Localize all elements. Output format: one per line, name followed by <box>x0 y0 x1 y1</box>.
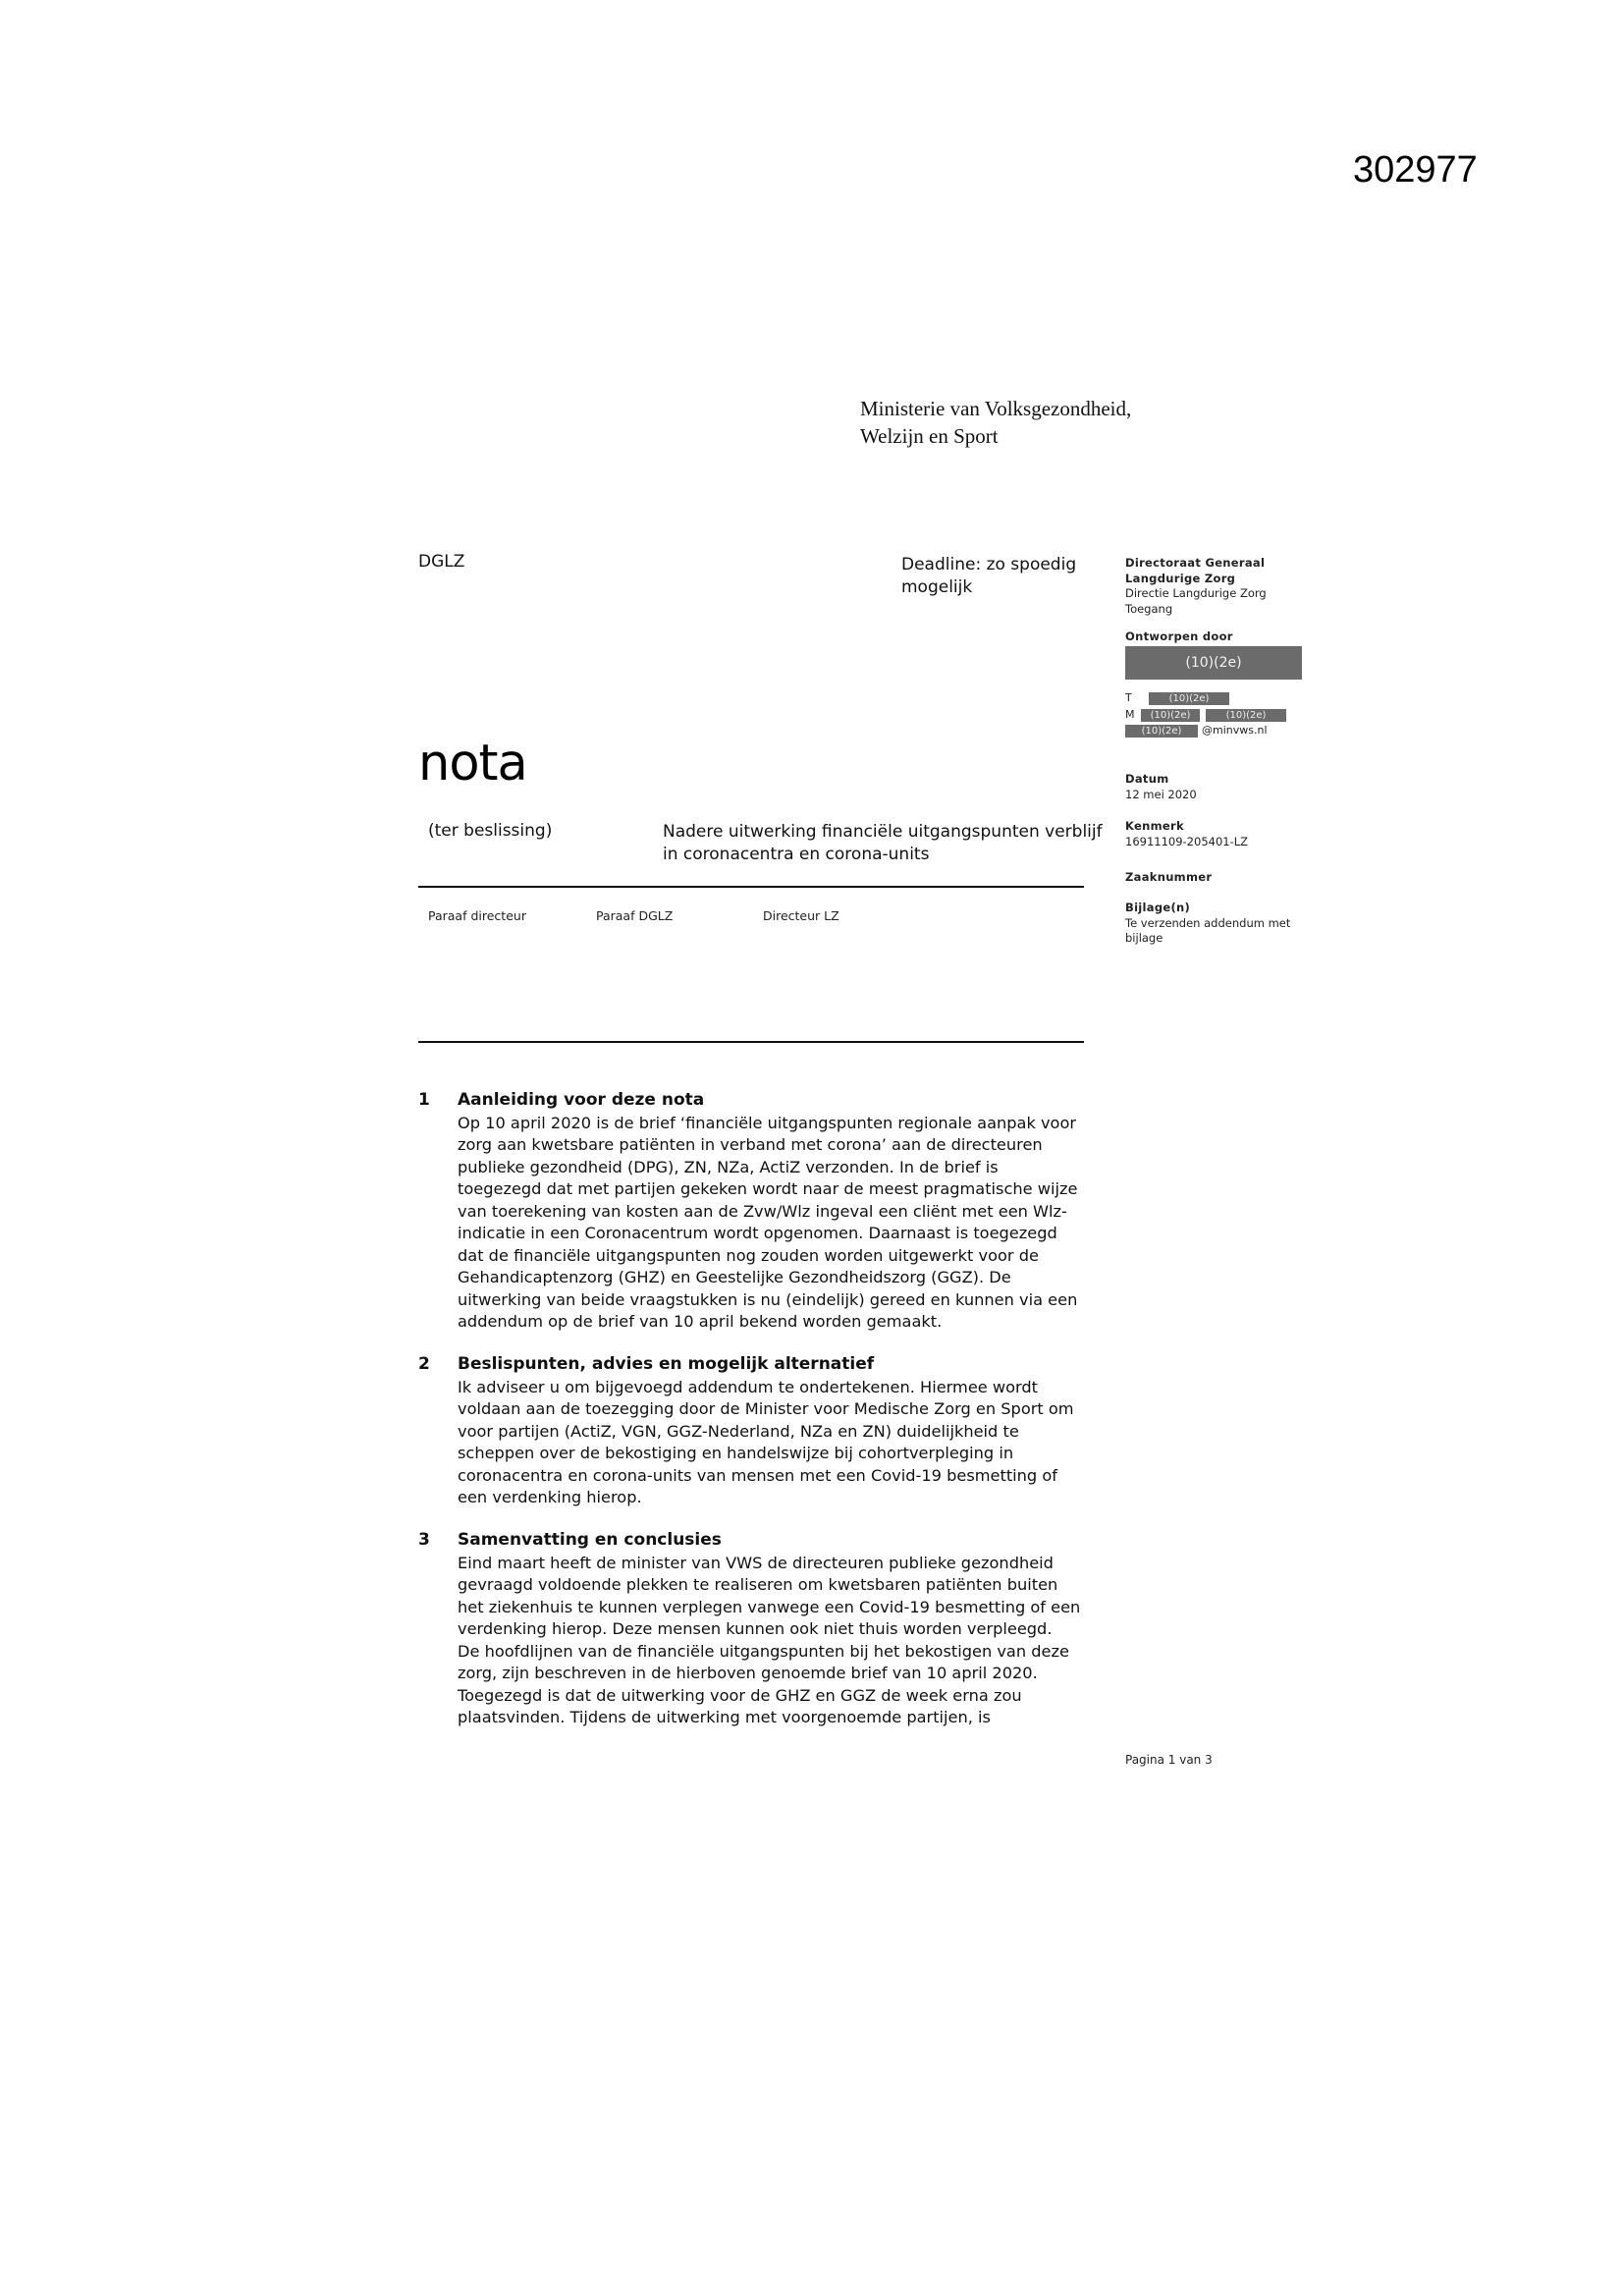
datum-value: 12 mei 2020 <box>1125 787 1197 801</box>
sidebar-bijlage <box>1125 901 1322 947</box>
subject-line-1: Nadere uitwerking financiële uitgangspunten verblijf <box>663 822 1103 842</box>
body-line: Ik adviseer u om bijgevoegd addendum te ondertekenen. Hiermee wordt <box>458 1377 1039 1396</box>
redaction-m-1: (10)(2e) <box>1141 709 1200 722</box>
org-line-1: Directoraat Generaal <box>1125 556 1266 570</box>
body-line: Op 10 april 2020 is de brief ‘financiële uitgangspunten regionale aanpak voor <box>458 1113 1077 1132</box>
kenmerk-value: 16911109-205401-LZ <box>1125 834 1249 848</box>
ontworpen-door-label <box>1125 629 1322 645</box>
redaction-email: (10)(2e) <box>1125 725 1198 738</box>
subject-line-2: in coronacentra en corona-units <box>663 845 930 864</box>
body-line: een verdenking hierop. <box>458 1488 642 1506</box>
body-line: indicatie in een Coronacentrum wordt opgenomen. Daarnaast is toegezegd <box>458 1224 1057 1242</box>
page-number: Pagina 1 van 3 <box>1125 1753 1213 1767</box>
t-label: T <box>1125 691 1132 704</box>
redaction-block: (10)(2e) <box>1125 646 1302 680</box>
ministry-line-1: Ministerie van Volksgezondheid, <box>860 397 1132 420</box>
section-title: Beslispunten, advies en mogelijk alternatief <box>458 1354 875 1374</box>
deadline <box>901 554 1127 599</box>
kenmerk-label: Kenmerk <box>1125 819 1184 833</box>
body-line: voor partijen (ActiZ, VGN, GGZ-Nederland, NZa en ZN) duidelijkheid te <box>458 1421 1019 1441</box>
nota-type: (ter beslissing) <box>428 821 553 841</box>
document-number: 302977 <box>1353 149 1478 191</box>
bijlage-line-1: Te verzenden addendum met <box>1125 915 1291 930</box>
sidebar-zaaknummer <box>1125 870 1322 886</box>
body-line: zorg aan kwetsbare patiënten in verband met corona’ aan de directeuren <box>458 1135 1043 1154</box>
body-line: Gehandicaptenzorg (GHZ) en Geestelijke Gezondheidszorg (GGZ). De <box>458 1268 1011 1286</box>
body-line: toegezegd dat met partijen gekeken wordt naar de meest pragmatische wijze <box>458 1179 1078 1198</box>
deadline-line-1: Deadline: zo spoedig <box>901 555 1077 574</box>
body-line: van toerekening van kosten aan de Zvw/Wlz ingeval een cliënt met een Wlz- <box>458 1201 1067 1221</box>
section-body <box>458 1377 1145 1509</box>
body-line: verdenking hierop. Deze mensen kunnen ook niet thuis worden verpleegd. <box>458 1619 1053 1638</box>
body-line: gevraagd voldoende plekken te realiseren om kwetsbaren patiënten buiten <box>458 1575 1058 1594</box>
body-line: coronacentra en corona-units van mensen met een Covid-19 besmetting of <box>458 1465 1057 1485</box>
body-line: De hoofdlijnen van de financiële uitgangspunten bij het bekostigen van deze <box>458 1641 1069 1661</box>
divider-bottom <box>418 1041 1084 1043</box>
m-label: M <box>1125 708 1135 721</box>
deadline-line-2: mogelijk <box>901 577 973 597</box>
section-title: Samenvatting en conclusies <box>458 1530 722 1550</box>
section-body <box>458 1553 1145 1729</box>
datum-label: Datum <box>1125 772 1169 786</box>
org-line-3: Directie Langdurige Zorg <box>1125 586 1267 600</box>
sidebar-kenmerk <box>1125 819 1322 849</box>
body-line: uitwerking van beide vraagstukken is nu (eindelijk) gereed en kunnen via een <box>458 1289 1078 1309</box>
section-title: Aanleiding voor deze nota <box>458 1090 705 1110</box>
org-line-2: Langdurige Zorg <box>1125 571 1236 585</box>
paraaf-directeur: Paraaf directeur <box>428 908 526 923</box>
body-line: dat de financiële uitgangspunten nog zouden worden uitgewerkt voor de <box>458 1245 1039 1265</box>
redaction-t: (10)(2e) <box>1149 692 1229 705</box>
body-line: zorg, zijn beschreven in de hierboven genoemde brief van 10 april 2020. <box>458 1664 1038 1682</box>
section-number: 1 <box>418 1090 430 1110</box>
ministry-logo-text <box>860 395 1131 450</box>
section-body <box>458 1113 1145 1334</box>
zaaknummer-label: Zaaknummer <box>1125 870 1213 884</box>
nota-subject <box>663 821 1109 866</box>
body-line: voldaan aan de toezegging door de Minister voor Medische Zorg en Sport om <box>458 1399 1074 1418</box>
email-suffix: @minvws.nl <box>1202 724 1268 737</box>
page-title: nota <box>418 735 527 793</box>
contact-m-row <box>1125 708 1267 721</box>
divider-top <box>418 886 1084 888</box>
paraaf-directeur-lz: Directeur LZ <box>763 908 839 923</box>
body-line: Toegezegd is dat de uitwerking voor de GHZ en GGZ de week erna zou <box>458 1685 1022 1705</box>
bijlage-line-2: bijlage <box>1125 931 1163 945</box>
contact-t-row <box>1125 691 1210 704</box>
body-line: plaatsvinden. Tijdens de uitwerking met voorgenoemde partijen, is <box>458 1708 991 1726</box>
sidebar-organisation <box>1125 556 1322 617</box>
ministry-line-2: Welzijn en Sport <box>860 424 999 448</box>
body-line: Eind maart heeft de minister van VWS de directeuren publieke gezondheid <box>458 1553 1054 1572</box>
body-line: addendum op de brief van 10 april bekend worden gemaakt. <box>458 1312 943 1331</box>
body-line: publieke gezondheid (DPG), ZN, NZa, ActiZ verzonden. In de brief is <box>458 1157 999 1176</box>
org-line-4: Toegang <box>1125 601 1173 616</box>
section-number: 3 <box>418 1530 430 1550</box>
department-label: DGLZ <box>418 552 465 572</box>
section-number: 2 <box>418 1354 430 1374</box>
redaction-m-2: (10)(2e) <box>1206 709 1286 722</box>
paraaf-dglz: Paraaf DGLZ <box>596 908 674 923</box>
bijlage-label: Bijlage(n) <box>1125 901 1191 914</box>
body-line: het ziekenhuis te kunnen verplegen vanwege een Covid-19 besmetting of een <box>458 1597 1081 1616</box>
sidebar-datum <box>1125 772 1322 802</box>
body-line: scheppen over de bekostiging en handelswijze bij cohortverpleging in <box>458 1444 1014 1462</box>
ontworpen-label-text: Ontworpen door <box>1125 629 1233 643</box>
